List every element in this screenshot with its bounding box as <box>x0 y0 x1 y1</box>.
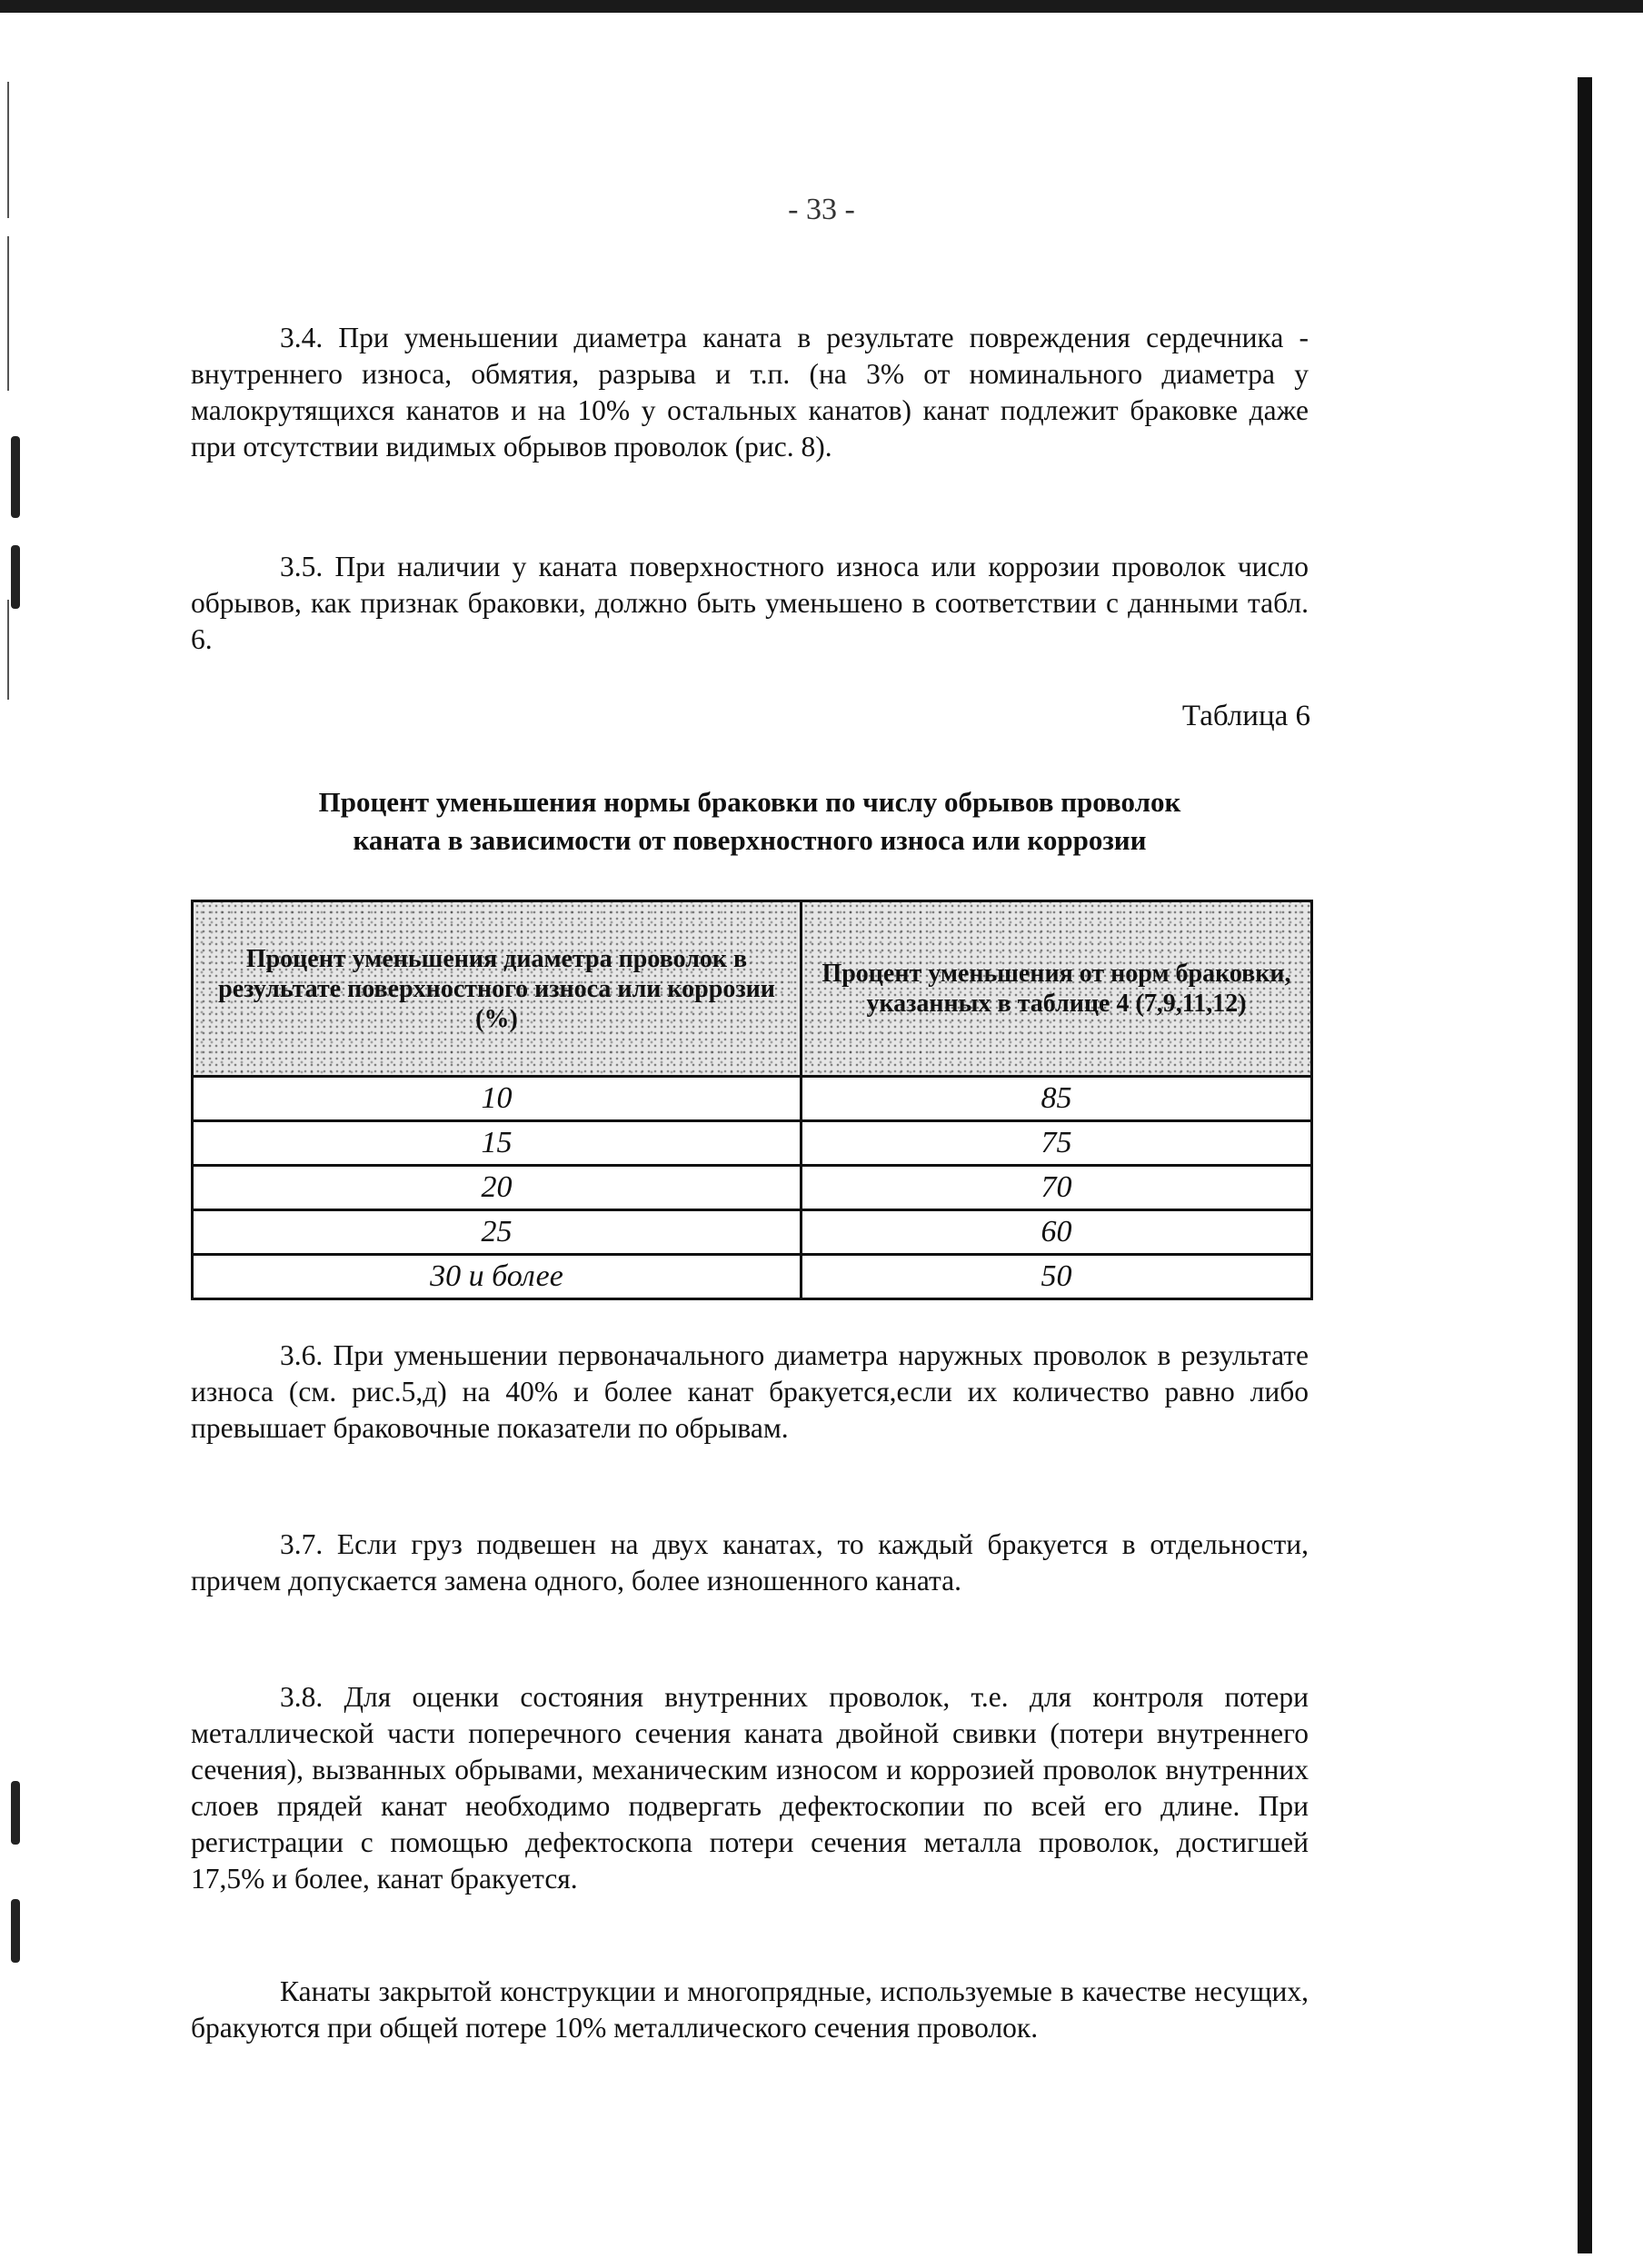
table-title-line-1: Процент уменьшения нормы браковки по числу обрывов проволок <box>318 786 1181 818</box>
table-row <box>193 1166 1312 1210</box>
wear-reduction-table <box>191 900 1313 1300</box>
paragraph-3-7: 3.7. Если груз подвешен на двух канатах, то каждый бракуется в отдельности, причем допускается замена одного, более изношенного каната. <box>191 1528 1309 1597</box>
table-row <box>193 1210 1312 1255</box>
page-number: - 33 - <box>788 193 855 226</box>
table-row <box>193 1121 1312 1166</box>
cell-norm-reduction: 75 <box>802 1121 1312 1166</box>
cell-diameter-reduction: 30 и более <box>193 1255 802 1299</box>
cell-diameter-reduction: 25 <box>193 1210 802 1255</box>
table-label: Таблица 6 <box>1181 700 1310 732</box>
cell-diameter-reduction: 20 <box>193 1166 802 1210</box>
table-title-line-2: каната в зависимости от поверхностного износа или коррозии <box>353 824 1147 856</box>
paragraph-3-5: 3.5. При наличии у каната поверхностного износа или коррозии проволок число обрывов, как признак браковки, должно быть уменьшено в соответствии с данными табл. 6. <box>191 551 1309 655</box>
table-row <box>193 1077 1312 1121</box>
header-diameter-reduction: Процент уменьшения диаметра проволок в результате поверхностного износа или коррозии (%) <box>193 901 802 1077</box>
paragraph-3-4: 3.4. При уменьшении диаметра каната в результате повреждения сердечника - внутреннего износа, обмятия, разрыва и т.п. (на 3% от номинального диаметра у малокрутящихся канатов и на 10% у остальных канатов) канат подлежит браковке даже при отсутствии видимых обрывов проволок (рис. 8). <box>191 322 1309 463</box>
cell-norm-reduction: 85 <box>802 1077 1312 1121</box>
cell-diameter-reduction: 15 <box>193 1121 802 1166</box>
cell-norm-reduction: 50 <box>802 1255 1312 1299</box>
paragraph-3-8: 3.8. Для оценки состояния внутренних проволок, т.е. для контроля потери металлической части поперечного сечения каната двойной свивки (потери внутреннего сечения), вызванных обрывами, механическим износом и коррозией проволок внутренних слоев прядей канат необходимо подвергать дефектоскопии по всей его длине. При регистрации с помощью дефектоскопа потери сечения металла проволок, достигшей 17,5% и более, канат бракуется. <box>191 1681 1309 1895</box>
header-norm-reduction: Процент уменьшения от норм браковки, указанных в таблице 4 (7,9,11,12) <box>802 901 1312 1077</box>
table-row <box>193 1255 1312 1299</box>
table-header-row <box>193 901 1312 1077</box>
paragraph-3-6: 3.6. При уменьшении первоначального диаметра наружных проволок в результате износа (см. рис.5,д) на 40% и более канат бракуется,если их количество равно либо превышает браковочные показатели по обрывам. <box>191 1339 1309 1444</box>
cell-diameter-reduction: 10 <box>193 1077 802 1121</box>
paragraph-3-8-closed-ropes: Канаты закрытой конструкции и многопрядные, используемые в качестве несущих, бракуются при общей потере 10% металлического сечения проволок. <box>191 1975 1309 2044</box>
table-title <box>191 783 1309 860</box>
cell-norm-reduction: 60 <box>802 1210 1312 1255</box>
cell-norm-reduction: 70 <box>802 1166 1312 1210</box>
